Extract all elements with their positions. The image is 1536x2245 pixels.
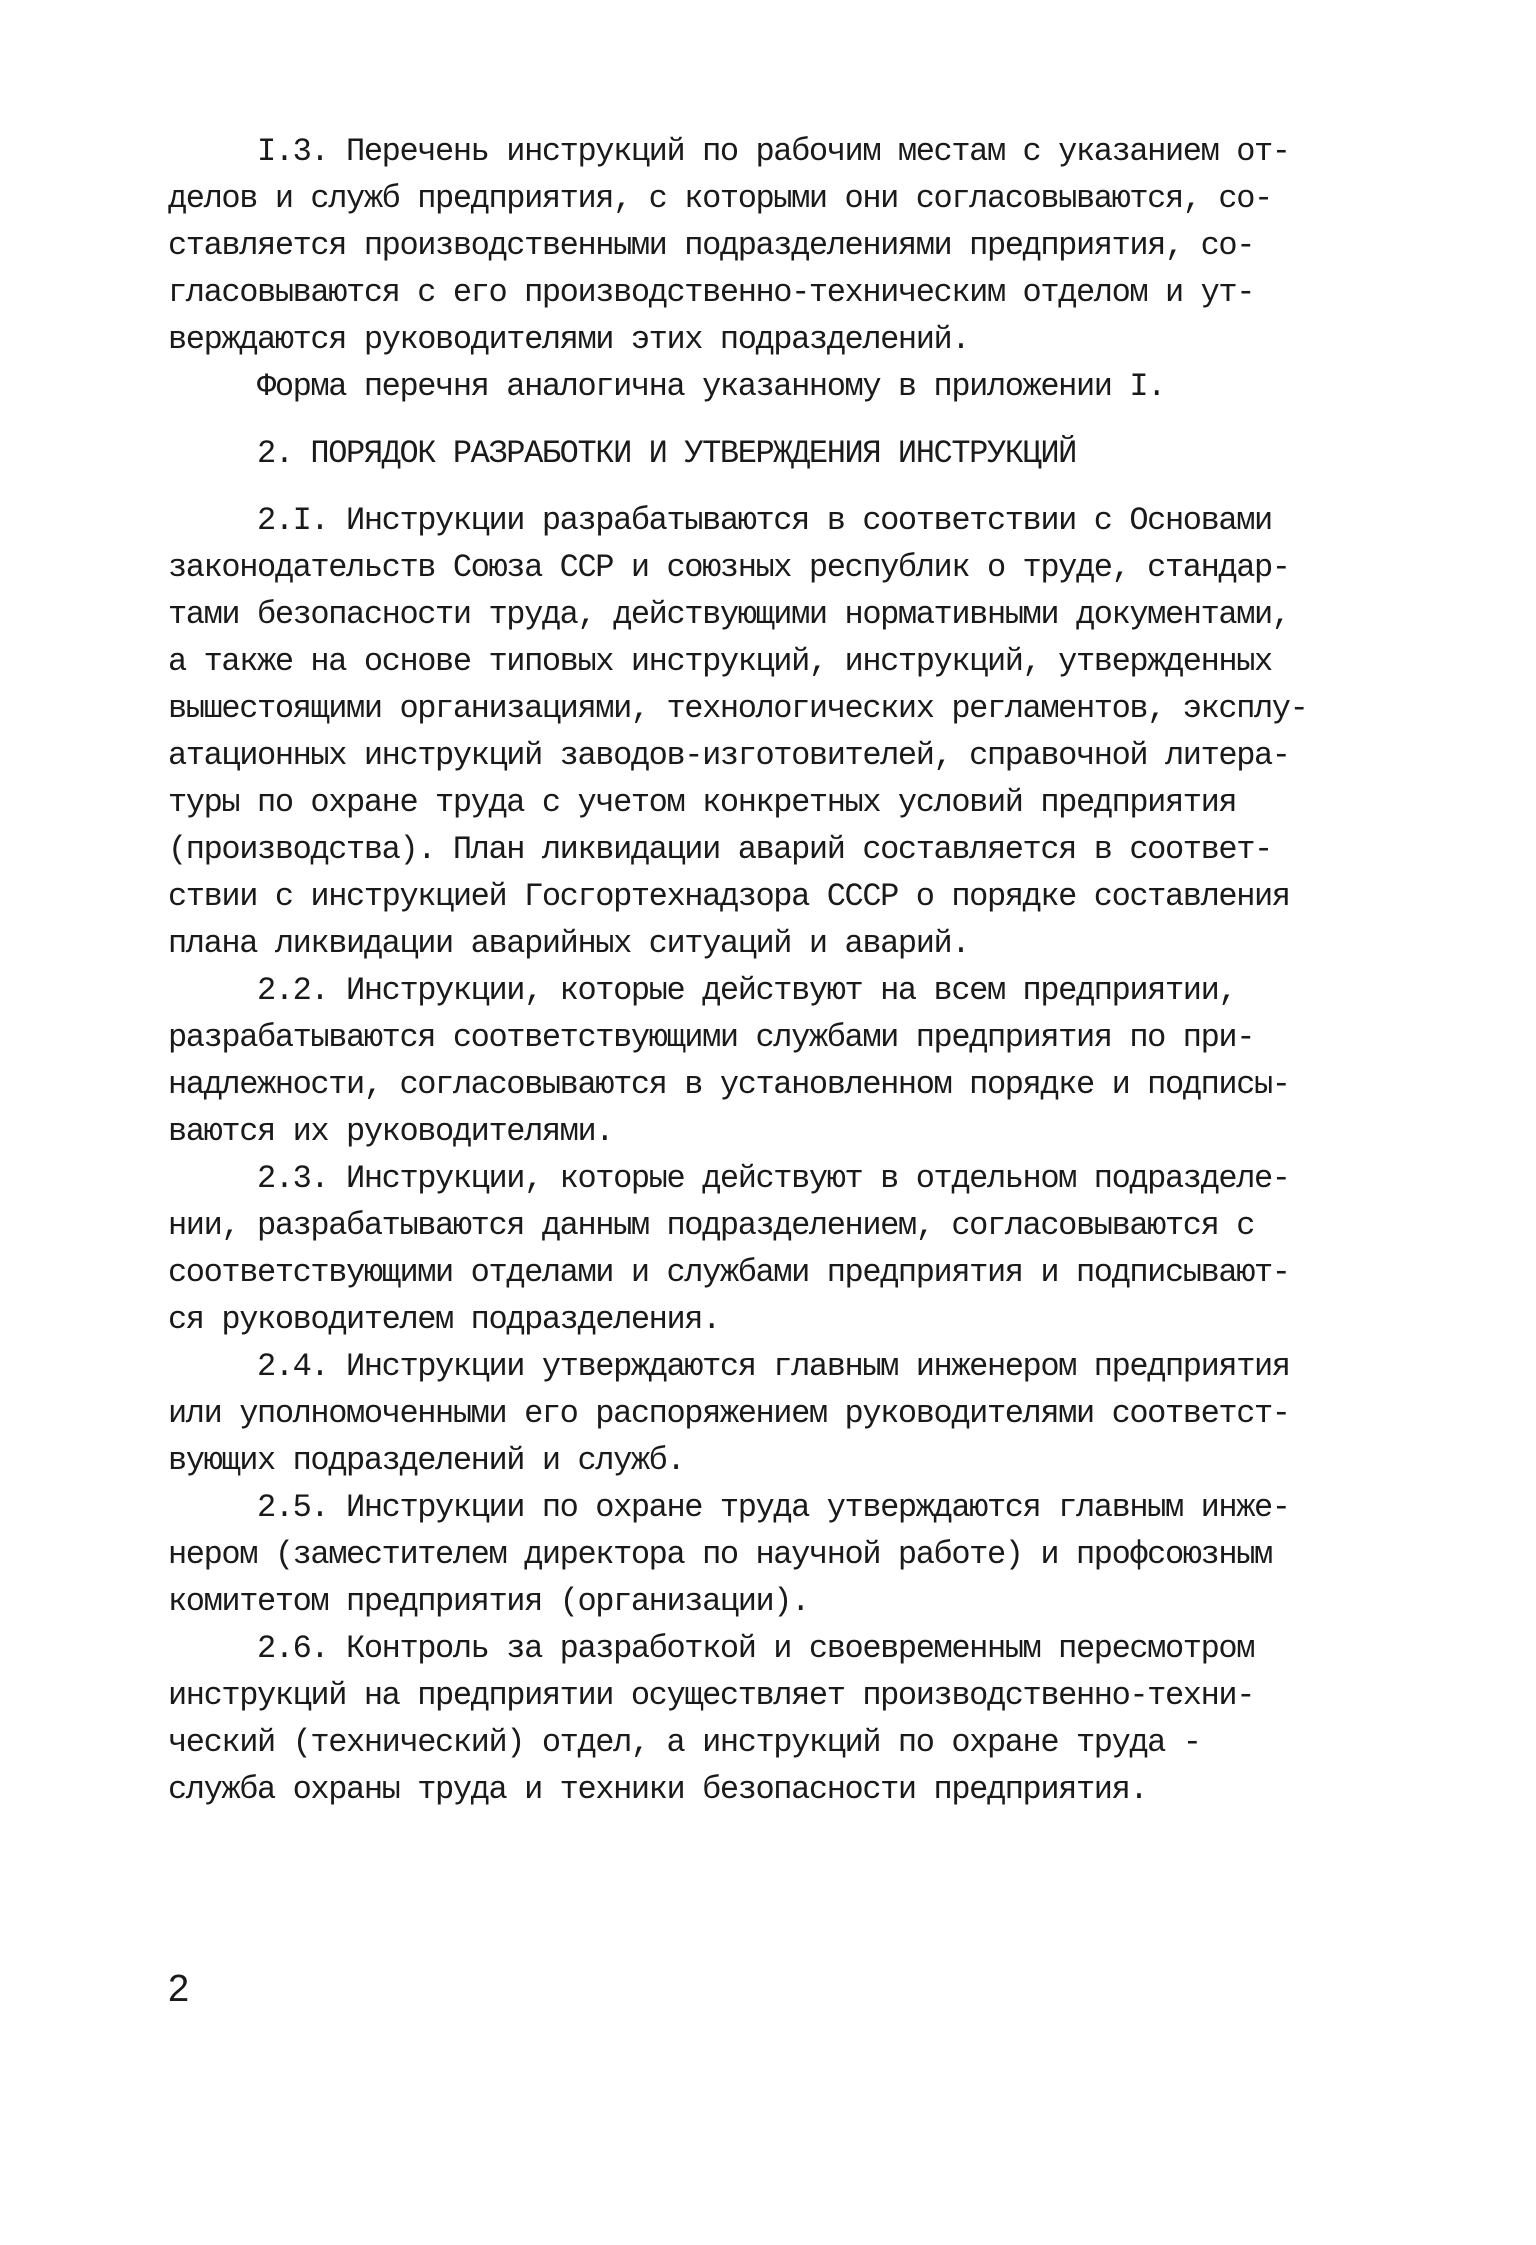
text-line: а также на основе типовых инструкций, инструкций, утвержденных xyxy=(168,643,1272,680)
text-line: тами безопасности труда, действующими нормативными документами, xyxy=(168,596,1290,633)
text-line: 2.3. Инструкции, которые действуют в отдельном подразделе- xyxy=(168,1160,1290,1197)
paragraph-2-4 xyxy=(168,1343,1368,1484)
text-line: инструкций на предприятии осуществляет производственно-техни- xyxy=(168,1677,1254,1714)
text-line: ствии с инструкцией Госгортехнадзора СССР о порядке составления xyxy=(168,878,1290,915)
text-line: атационных инструкций заводов-изготовителей, справочной литера- xyxy=(168,737,1290,774)
text-line: плана ликвидации аварийных ситуаций и аварий. xyxy=(168,925,970,962)
text-line: нии, разрабатываются данным подразделением, согласовываются с xyxy=(168,1207,1254,1244)
text-line: ческий (технический) отдел, а инструкций по охране труда - xyxy=(168,1724,1201,1761)
paragraph-2-2 xyxy=(168,967,1368,1155)
text-line: ся руководителем подразделения. xyxy=(168,1301,720,1338)
text-line: надлежности, согласовываются в установленном порядке и подписы- xyxy=(168,1066,1290,1103)
text-line: вующих подразделений и служб. xyxy=(168,1442,685,1479)
text-block xyxy=(168,128,1368,1813)
text-line: ваются их руководителями. xyxy=(168,1113,614,1150)
text-line: разрабатываются соответствующими службами предприятия по при- xyxy=(168,1019,1254,1056)
paragraph-1-3 xyxy=(168,128,1368,410)
text-line: I.3. Перечень инструкций по рабочим местам с указанием от- xyxy=(168,133,1290,170)
paragraph-2-6 xyxy=(168,1625,1368,1813)
text-line: туры по охране труда с учетом конкретных условий предприятия xyxy=(168,784,1237,821)
page-number: 2 xyxy=(168,1968,190,2010)
text-line: 2.I. Инструкции разрабатываются в соответствии с Основами xyxy=(168,502,1272,539)
text-line: ставляется производственными подразделениями предприятия, со- xyxy=(168,227,1254,264)
text-line: комитетом предприятия (организации). xyxy=(168,1583,809,1620)
text-line: 2.4. Инструкции утверждаются главным инженером предприятия xyxy=(168,1348,1290,1385)
text-line: Форма перечня аналогична указанному в приложении I. xyxy=(168,368,1165,405)
text-line: верждаются руководителями этих подразделений. xyxy=(168,321,970,358)
text-line: служба охраны труда и техники безопасности предприятия. xyxy=(168,1771,1148,1808)
text-line: гласовываются с его производственно-техническим отделом и ут- xyxy=(168,274,1254,311)
text-line: 2.6. Контроль за разработкой и своевременным пересмотром xyxy=(168,1630,1254,1667)
paragraph-2-5 xyxy=(168,1484,1368,1625)
section-heading: 2. ПОРЯДОК РАЗРАБОТКИ И УТВЕРЖДЕНИЯ ИНСТРУКЦИЙ xyxy=(168,435,1076,472)
paragraph-2-3 xyxy=(168,1155,1368,1343)
text-line: делов и служб предприятия, с которыми они согласовываются, со- xyxy=(168,180,1272,217)
paragraph-2-1 xyxy=(168,497,1368,967)
text-line: (производства). План ликвидации аварий составляется в соответ- xyxy=(168,831,1272,868)
text-line: соответствующими отделами и службами предприятия и подписывают- xyxy=(168,1254,1290,1291)
text-line: законодательств Союза ССР и союзных республик о труде, стандар- xyxy=(168,549,1290,586)
text-line: вышестоящими организациями, технологических регламентов, эксплу- xyxy=(168,690,1308,727)
text-line: 2.5. Инструкции по охране труда утверждаются главным инже- xyxy=(168,1489,1290,1526)
text-line: или уполномоченными его распоряжением руководителями соответст- xyxy=(168,1395,1290,1432)
text-line: нером (заместителем директора по научной работе) и профсоюзным xyxy=(168,1536,1272,1573)
text-line: 2.2. Инструкции, которые действуют на всем предприятии, xyxy=(168,972,1237,1009)
